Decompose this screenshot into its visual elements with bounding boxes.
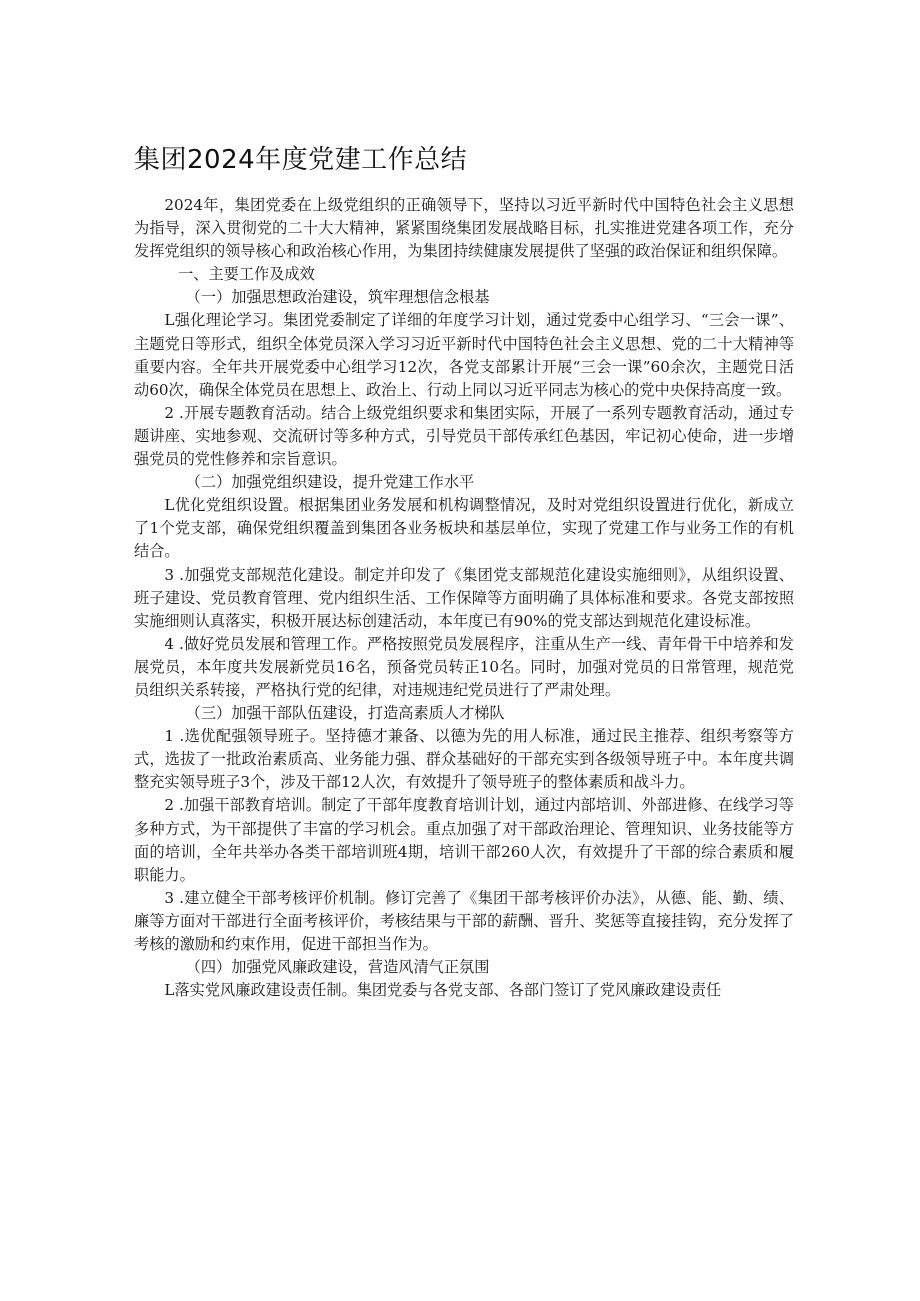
subsection-heading-integrity: （四）加强党风廉政建设，营造风清气正氛围 [185,958,490,977]
subsection-heading-cadres: （三）加强干部队伍建设，打造高素质人才梯队 [185,704,505,723]
document-body [134,194,794,1002]
paragraph-cadre-evaluation: 3 .建立健全干部考核评价机制。修订完善了《集团干部考核评价办法》，从德、能、勤、绩、廉等方面对干部进行全面考核评价，考核结果与干部的薪酬、晋升、奖惩等直接挂钩，充分发挥了考核的激励和约束作用，促进干部担当作为。 [134,888,794,953]
document-title: 集团2024年度党建工作总结 [134,145,468,175]
intro-paragraph: 2024年，集团党委在上级党组织的正确领导下，坚持以习近平新时代中国特色社会主义思想为指导，深入贯彻党的二十大大精神，紧紧围绕集团发展战略目标，扎实推进党建各项工作，充分发挥党组织的领导核心和政治核心作用，为集团持续健康发展提供了坚强的政治保证和组织保障。 [134,196,794,261]
paragraph-special-education: 2 .开展专题教育活动。结合上级党组织要求和集团实际，开展了一系列专题教育活动，通过专题讲座、实地参观、交流研讨等多种方式，引导党员干部传承红色基因，牢记初心使命，进一步增强党员的党性修养和宗旨意识。 [134,403,794,469]
paragraph-theory-study: L强化理论学习。集团党委制定了详细的年度学习计划，通过党委中心组学习、“三会一课”、主题党日等形式，组织全体党员深入学习习近平新时代中国特色社会主义思想、党的二十大精神等重要内容。全年共开展党委中心组学习12次，各党支部累计开展“三会一课”60余次，主题党日活动60次，确保全体党员在思想上、政治上、行动上同以习近平同志为核心的党中央保持高度一致。 [134,311,794,399]
subsection-heading-organization: （二）加强党组织建设，提升党建工作水平 [185,473,475,492]
paragraph-cadre-training: 2 .加强干部教育培训。制定了干部年度教育培训计划，通过内部培训、外部进修、在线学习等多种方式，为干部提供了丰富的学习机会。重点加强了对干部政治理论、管理知识、业务技能等方面的培训，全年共举办各类干部培训班4期，培训干部260人次，有效提升了干部的综合素质和履职能力。 [134,796,794,884]
section-heading-main-work: 一、主要工作及成效 [178,265,315,284]
paragraph-integrity-responsibility: L落实党风廉政建设责任制。集团党委与各党支部、各部门签订了党风廉政建设责任 [164,981,722,1000]
subsection-heading-ideology: （一）加强思想政治建设，筑牢理想信念根基 [185,288,490,307]
paragraph-member-management: 4 .做好党员发展和管理工作。严格按照党员发展程序，注重从生产一线、青年骨干中培养和发展党员，本年度共发展新党员16名，预备党员转正10名。同时，加强对党员的日常管理，规范党员组织关系转接，严格执行党的纪律，对违规违纪党员进行了严肃处理。 [134,634,794,699]
paragraph-branch-standardization: 3 .加强党支部规范化建设。制定并印发了《集团党支部规范化建设实施细则》，从组织设置、班子建设、党员教育管理、党内组织生活、工作保障等方面明确了具体标准和要求。各党支部按照实施细则认真落实，积极开展达标创建活动，本年度已有90%的党支部达到规范化建设标准。 [134,565,794,630]
paragraph-optimize-organization: L优化党组织设置。根据集团业务发展和机构调整情况，及时对党组织设置进行优化，新成立了1个党支部，确保党组织覆盖到集团各业务板块和基层单位，实现了党建工作与业务工作的有机结合。 [134,496,794,561]
paragraph-leadership-teams: 1 .选优配强领导班子。坚持德才兼备、以德为先的用人标准，通过民主推荐、组织考察等方式，选拔了一批政治素质高、业务能力强、群众基础好的干部充实到各级领导班子中。本年度共调整充实领导班子3个，涉及干部12人次，有效提升了领导班子的整体素质和战斗力。 [134,727,794,792]
